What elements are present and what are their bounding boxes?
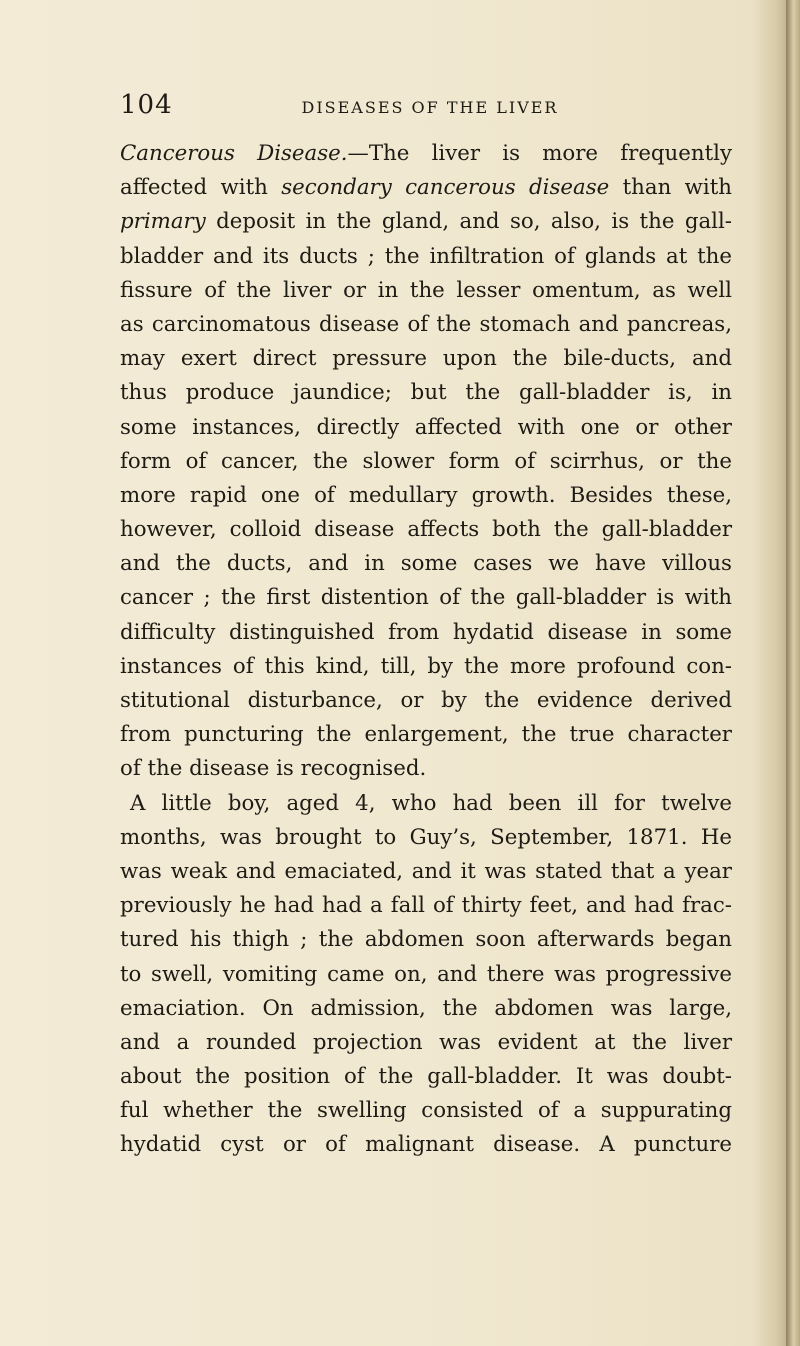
text-line: difficulty distinguished from hydatid disease in some [120, 619, 732, 645]
text-line: of the disease is recognised. [120, 756, 427, 782]
text-line: however, colloid disease affects both the gall-bladder [120, 517, 732, 543]
text-line: some instances, directly affected with one or other [120, 414, 732, 440]
running-head: DISEASES OF THE LIVER [301, 98, 559, 117]
text-line: form of cancer, the slower form of scirrhus, or the [120, 448, 732, 474]
text-line: was weak and emaciated, and it was stated that a year [120, 858, 732, 884]
text-line: may exert direct pressure upon the bile-ducts, and [120, 346, 732, 372]
text-line: from puncturing the enlargement, the true character [120, 722, 732, 748]
text-line: months, was brought to Guy’s, September, 1871. He [120, 824, 732, 850]
page-header [120, 84, 740, 124]
text-line: about the position of the gall-bladder. It was doubt- [120, 1064, 732, 1090]
text-line: A little boy, aged 4, who had been ill for twelve [130, 790, 732, 816]
text-line: tured his thigh ; the abdomen soon afterwards began [120, 927, 732, 953]
text-line: to swell, vomiting came on, and there was progressive [120, 961, 732, 987]
text-line: stitutional disturbance, or by the evidence derived [120, 688, 732, 713]
page-number: 104 [120, 90, 173, 120]
body-text [120, 137, 732, 1163]
text-line: Cancerous Disease.—The liver is more frequently [120, 141, 732, 166]
text-line: thus produce jaundice; but the gall-bladder is, in [120, 380, 732, 406]
text-line: fissure of the liver or in the lesser omentum, as well [120, 277, 732, 303]
text-line: as carcinomatous disease of the stomach and pancreas, [120, 311, 732, 337]
text-line: ful whether the swelling consisted of a suppurating [120, 1098, 732, 1124]
text-line: more rapid one of medullary growth. Besides these, [120, 482, 732, 508]
section-heading: Cancerous Disease. [120, 141, 348, 166]
text-line: bladder and its ducts ; the infiltration of glands at the [120, 243, 732, 269]
text-line: previously he had had a fall of thirty feet, and had frac- [120, 893, 732, 919]
text-line: instances of this kind, till, by the more profound con- [120, 653, 732, 679]
text-line: cancer ; the first distention of the gall-bladder is with [120, 585, 732, 611]
text-line: affected with secondary cancerous disease than with [120, 175, 732, 201]
text-line: primary deposit in the gland, and so, also, is the gall- [120, 209, 732, 235]
text-line: hydatid cyst or of malignant disease. A puncture [120, 1132, 732, 1158]
text-line: and a rounded projection was evident at the liver [120, 1029, 732, 1055]
text-line: emaciation. On admission, the abdomen was large, [120, 995, 732, 1021]
page-edge-shadow [786, 0, 800, 1346]
text-line: and the ducts, and in some cases we have villous [120, 551, 732, 577]
